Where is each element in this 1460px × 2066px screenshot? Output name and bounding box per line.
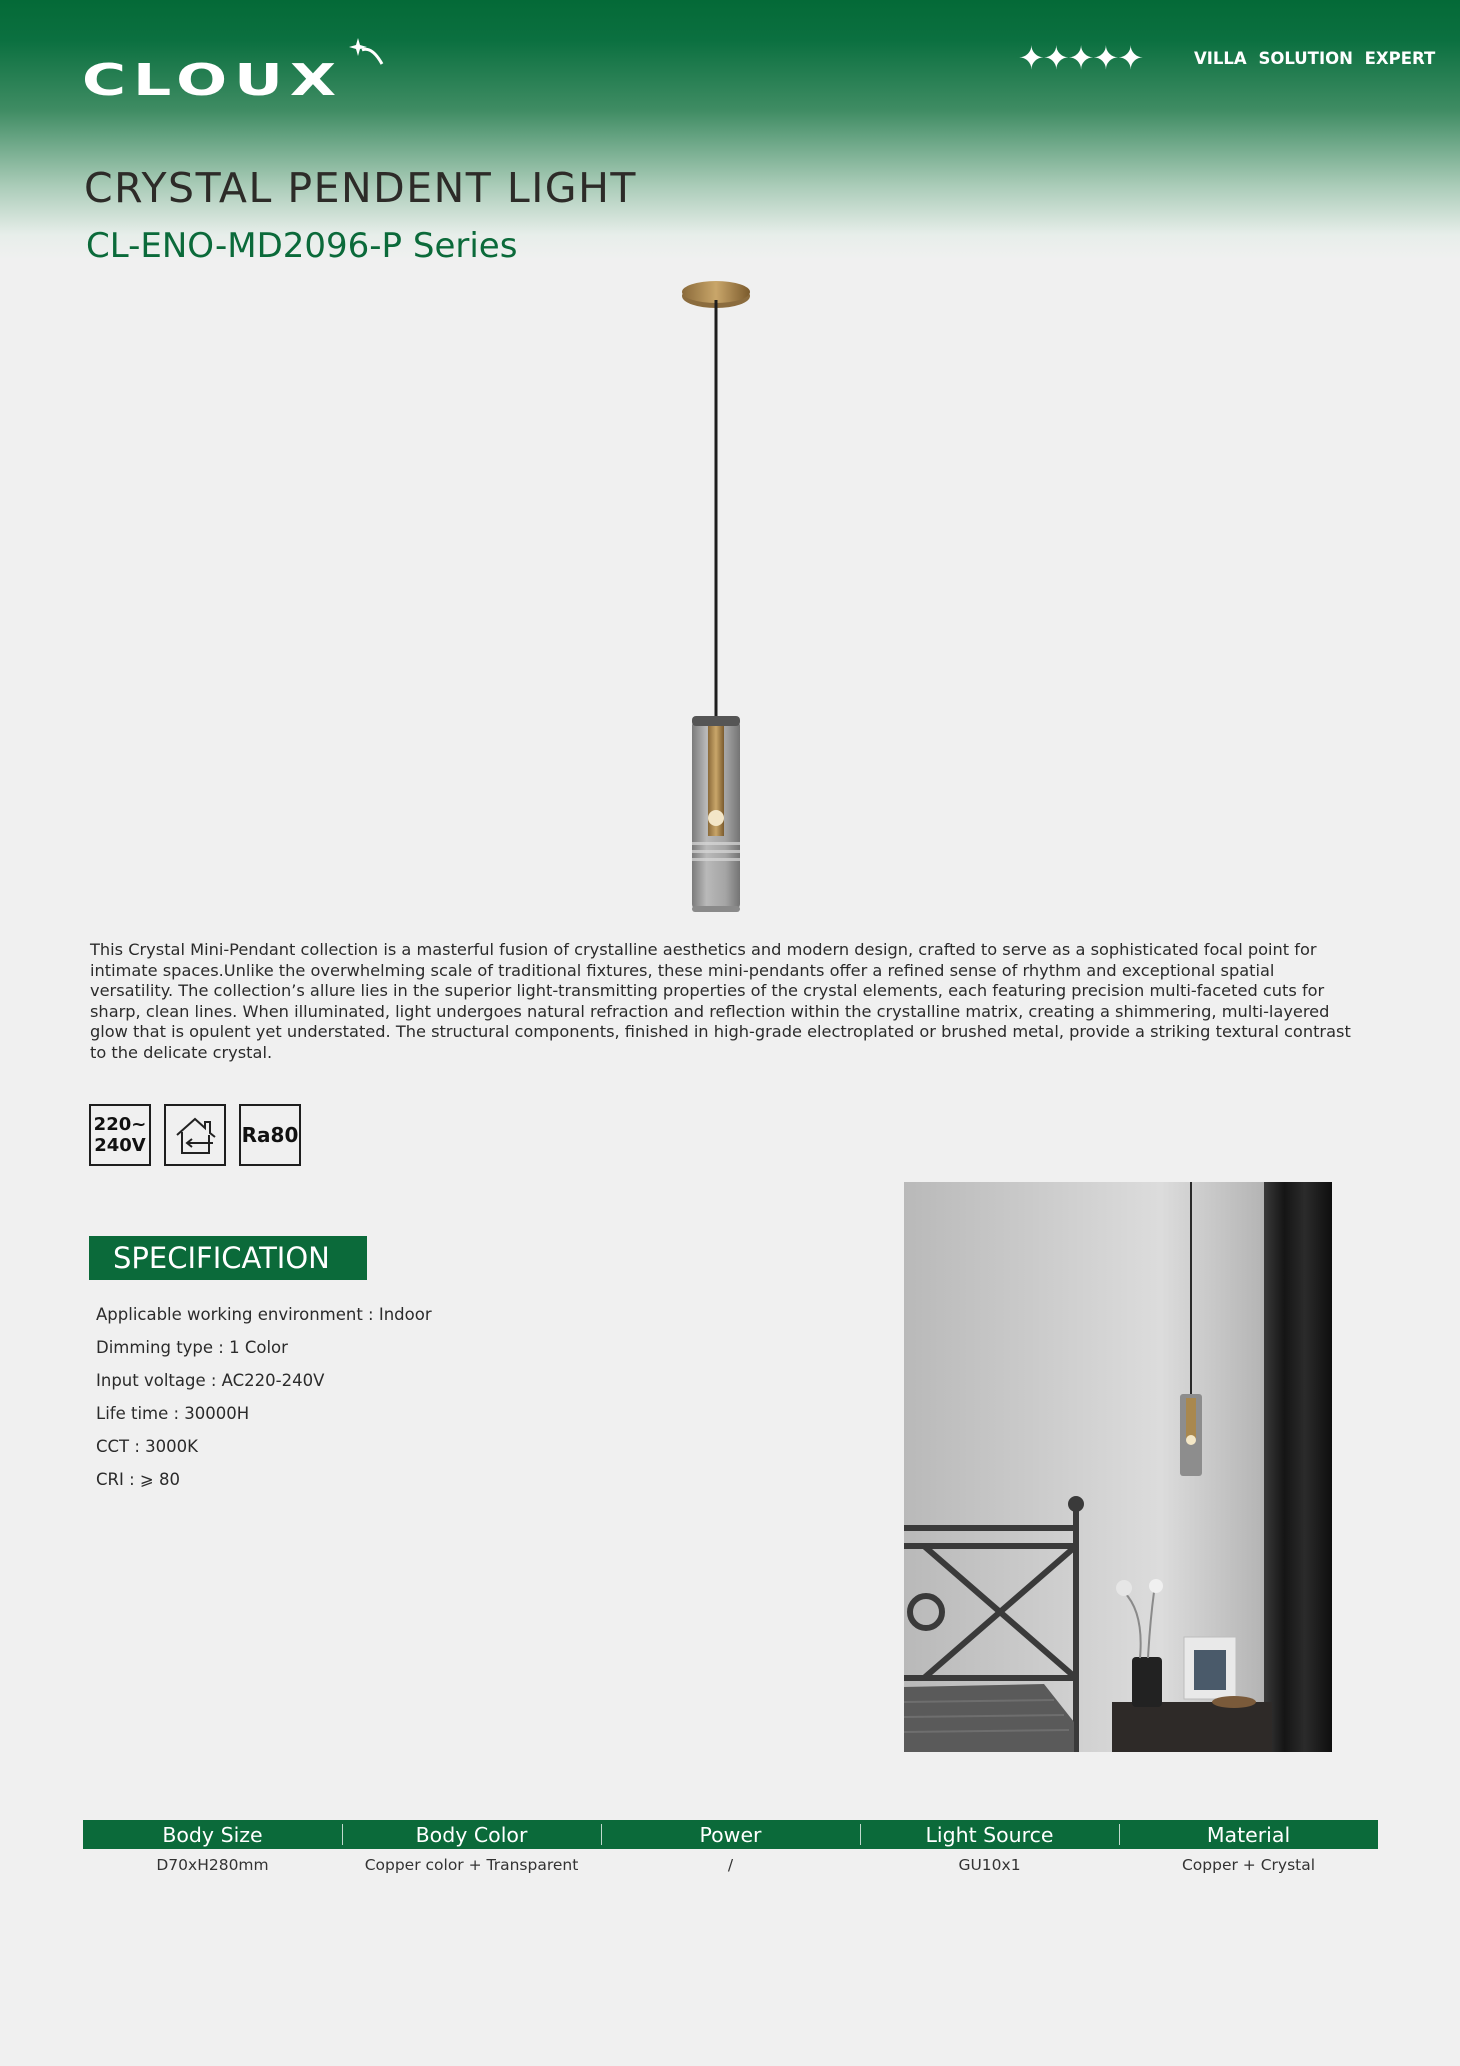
pendant-light-image — [660, 270, 772, 918]
header-light-source: Light Source — [860, 1820, 1119, 1849]
product-description: This Crystal Mini-Pendant collection is a masterful fusion of crystalline aesthetics and modern design, crafted to serve as a sophisticated focal point for intimate spaces.Unlike the overwhelming scale of traditional fixtures, these mini-pendants offer a refined sense of rhythm and exceptional spatial versatility. The collection’s allure lies in the superior light-transmitting properties of the crystal elements, each featuring precision multi-faceted cuts for sharp, clean lines. When illuminated, light undergoes natural refraction and reflection within the crystalline matrix, creating a shimmering, multi-layered glow that is opulent yet understated. The structural components, finished in high-grade electroplated or brushed metal, provide a striking textural contrast to the delicate crystal. — [90, 940, 1351, 1062]
product-title: CRYSTAL PENDENT LIGHT — [84, 164, 637, 212]
header-band — [0, 0, 1460, 260]
indoor-house-icon — [164, 1104, 226, 1166]
table-row — [83, 1849, 1378, 1881]
room-scene-photo — [904, 1182, 1332, 1752]
cri-badge: Ra80 — [239, 1104, 301, 1166]
cell-body-size: D70xH280mm — [156, 1856, 269, 1874]
voltage-badge — [89, 1104, 151, 1166]
voltage-line-1: 220~ — [93, 1114, 147, 1135]
cell-material: Copper + Crystal — [1181, 1856, 1316, 1874]
product-series: CL-ENO-MD2096-P Series — [86, 226, 518, 266]
header-body-color: Body Color — [342, 1820, 601, 1849]
rating-stars: ✦✦✦✦✦ — [1018, 39, 1143, 77]
spec-environment: Applicable working environment : Indoor — [96, 1305, 432, 1324]
spec-cri: CRI : ⩾ 80 — [96, 1470, 180, 1489]
spec-life-time: Life time : 30000H — [96, 1404, 250, 1423]
spec-cct: CCT : 3000K — [96, 1437, 198, 1456]
header-power: Power — [601, 1820, 860, 1849]
spec-dimming: Dimming type : 1 Color — [96, 1338, 288, 1357]
specification-list — [96, 1304, 432, 1502]
cell-light-source: GU10x1 — [958, 1856, 1021, 1874]
logo-wordmark: CLOUX — [82, 55, 344, 106]
cell-power: / — [727, 1856, 734, 1874]
header-body-size: Body Size — [162, 1823, 263, 1847]
table-header-row — [83, 1820, 1378, 1849]
product-table — [83, 1820, 1378, 1881]
spec-input-voltage: Input voltage : AC220-240V — [96, 1371, 325, 1390]
specification-heading: SPECIFICATION — [89, 1236, 367, 1280]
header-material: Material — [1119, 1820, 1378, 1849]
cell-body-color: Copper color + Transparent — [364, 1856, 579, 1874]
sparkle-icon — [344, 36, 384, 66]
house-icon — [171, 1113, 219, 1157]
brand-tagline: VILLA SOLUTION EXPERT — [1194, 49, 1436, 68]
voltage-line-2: 240V — [94, 1135, 146, 1156]
brand-logo — [82, 42, 438, 106]
